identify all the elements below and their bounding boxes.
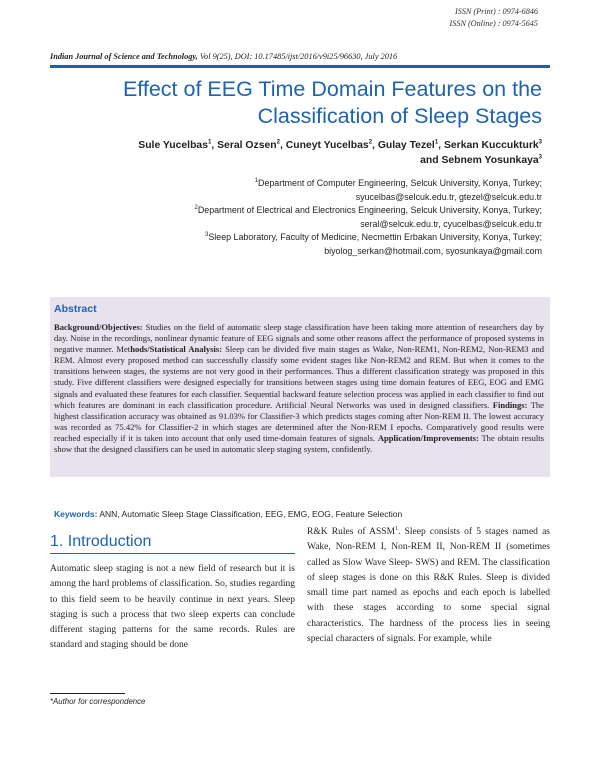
author-name: Gulay Tezel — [377, 140, 435, 151]
introduction-column-right — [307, 525, 550, 647]
issn-print: ISSN (Print) : 0974-6846 — [454, 7, 538, 16]
author-affil-mark: 2 — [368, 139, 373, 146]
affiliation-3-emails: biyolog_serkan@hotmail.com, syosunkaya@gmail.com — [324, 245, 542, 256]
affiliation-dept: Department of Computer Engineering, Selcuk University, Konya, Turkey; — [258, 178, 542, 188]
affiliation-dept: Sleep Laboratory, Faculty of Medicine, Necmettin Erbakan University, Konya, Turkey; — [208, 232, 542, 243]
abstract-findings: The highest classification accuracy was obtained as 91.03% for Classifier-3 which predicts stages coming after Non-REM II. The lowest accuracy was recorded as 75.42% for Classifier-2 in which stages are determined after the Non-REM I epochs. Comparatively good results were reached especially if it is taken into account that only used time-domain features of signals. — [54, 399, 544, 443]
affiliation-mark: 3 — [205, 232, 209, 239]
abstract-methods: Sleep can be divided five main stages as Wake, Non-REM1, Non-REM2, Non-REM3 and REM. Almost every proposed method can successfully classify some evident stages like Non-REM2 and REM. But when it comes to the transitions between stages, the systems are not very good in their performances. Thus a different classification strategy was proposed in this study. Five different classifiers were designed especially for transitions between stages using time domain features of EEG, EOG and EMG signals and evaluated these features for each classifier. Sequential backward feature selection process was applied in each classifier to find out which features are dominant in each classification procedure. Artificial Neural Networks was used in designed classifiers. — [54, 344, 545, 410]
affiliation-mark: 2 — [194, 205, 198, 212]
affiliation-mark: 1 — [254, 178, 259, 185]
title-line-2: Classification of Sleep Stages — [257, 104, 542, 128]
corresponding-author-footnote: *Author for correspondence — [50, 697, 146, 706]
abstract-paragraph — [54, 322, 544, 455]
affiliations — [102, 177, 542, 259]
abstract-text — [54, 322, 544, 455]
authors-line-2 — [72, 153, 542, 168]
author-separator: , — [211, 140, 218, 151]
journal-details: Vol 9(25), DOI: 10.17485/ijst/2016/v9i25/96630, July 2016 — [197, 52, 398, 61]
keywords — [54, 509, 544, 519]
author-affil-mark: 3 — [538, 139, 542, 146]
affiliation-2 — [102, 204, 542, 218]
issn-block — [450, 6, 538, 30]
abstract-label-applications: Application/Improvements: — [377, 432, 479, 443]
intro-right-rest: . Sleep consists of 5 stages named as Wake, Non-REM I, Non-REM II, Non-REM II (sometimes called as Slow Wave Sleep- SWS) and REM. The classification of sleep stages is done on this R&K Rules. Sleep is divided small time part named as epochs and each epoch is labelled with these stages according to some special signal characteristics. The hardness of the process lies in seeing special characters of signals. For example, while — [307, 527, 550, 645]
author-list — [72, 138, 542, 168]
abstract-objectives: Studies on the field of automatic sleep stage classification have been taking more attention of researchers day by day. Noise in the recordings, nonlinear dynamic feature of EEG signals and some other reasons affect the performance of proposed systems in negative manner. Met — [54, 322, 544, 355]
author-name: and Sebnem Yosunkaya — [420, 155, 539, 166]
introduction-paragraph: Automatic sleep staging is not a new field of research but it is among the hard problems of classification. So, studies regarding to this field seem to be heavily continue in next years. Sleep staging is such a process that two sleep experts can conclude different staging patterns for the same records. Rules are standard and staging should be done — [50, 564, 295, 651]
introduction-column-left — [50, 562, 295, 654]
header-rule — [50, 65, 550, 68]
abstract-applications: The obtain results show that the designed classifiers can be used in automatic sleep staging system, confidently. — [54, 432, 544, 455]
author-affil-mark: 3 — [538, 154, 542, 161]
abstract-label-objectives: Background/Objectives: — [54, 322, 143, 332]
citation-mark: 1 — [395, 525, 399, 532]
section-heading-introduction: 1. Introduction — [50, 533, 295, 554]
affiliation-1 — [102, 177, 542, 191]
author-separator: , — [279, 140, 286, 151]
abstract-label-findings: Findings: — [492, 399, 528, 410]
affiliation-2-emails: seral@selcuk.edu.tr, cyucelbas@selcuk.edu.tr — [360, 218, 542, 229]
keywords-label: Keywords: — [54, 509, 98, 519]
abstract-label-methods: hods/Statistical Analysis: — [130, 344, 223, 355]
introduction-paragraph-continued — [307, 525, 550, 647]
intro-right-start: R&K Rules of ASSM — [307, 527, 396, 537]
author-affil-mark: 2 — [276, 139, 280, 146]
affiliation-dept: Department of Electrical and Electronics Engineering, Selcuk University, Konya, Turkey; — [197, 205, 542, 216]
abstract-heading: Abstract — [54, 303, 97, 315]
issn-online: ISSN (Online) : 0974-5645 — [449, 19, 538, 28]
affiliation-1-emails: syucelbas@selcuk.edu.tr, gtezel@selcuk.edu.tr — [355, 191, 542, 202]
affiliation-3 — [102, 231, 542, 245]
author-affil-mark: 1 — [434, 139, 439, 146]
journal-citation — [50, 52, 550, 61]
article-title — [82, 76, 542, 130]
author-name: Cuneyt Yucelbas — [285, 140, 369, 151]
author-name: Sule Yucelbas — [138, 140, 208, 151]
author-name: Seral Ozsen — [217, 140, 277, 151]
author-separator: , — [438, 140, 444, 151]
author-separator: , — [372, 140, 378, 151]
title-line-1: Effect of EEG Time Domain Features on the — [122, 77, 542, 101]
footnote-rule — [50, 693, 125, 694]
authors-line-1 — [72, 138, 542, 153]
keywords-list: ANN, Automatic Sleep Stage Classification, EEG, EMG, EOG, Feature Selection — [97, 509, 403, 519]
author-name: Serkan Kuccukturk — [443, 140, 539, 151]
author-affil-mark: 1 — [207, 139, 212, 146]
journal-name: Indian Journal of Science and Technology, — [50, 52, 198, 61]
